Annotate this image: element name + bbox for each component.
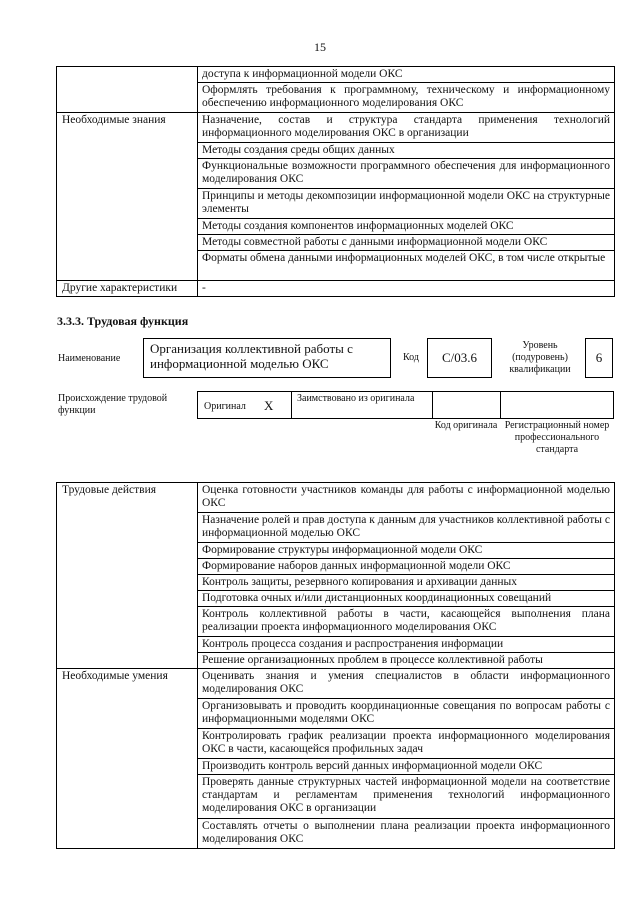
level-box: 6 [585, 338, 613, 378]
table-cell: Оценивать знания и умения специалистов в области информационного моделирования ОКС [198, 669, 615, 699]
table-row [57, 281, 615, 297]
reg-number-caption: Регистрационный номер профессионального стандарта [504, 420, 610, 455]
origin-grid [197, 391, 614, 419]
table-row [57, 669, 615, 699]
table-cell: Оформлять требования к программному, техническому и информационному обеспечению информационного моделирования ОКС [198, 83, 615, 113]
row-label [57, 67, 198, 113]
table-cell: Контроль процесса создания и распространения информации [198, 637, 615, 653]
row-label: Другие характеристики [57, 281, 198, 297]
table-row [57, 67, 615, 83]
table-cell: доступа к информационной модели ОКС [198, 67, 615, 83]
original-mark: X [264, 398, 274, 413]
row-label: Трудовые действия [57, 483, 198, 669]
row-label: Необходимые умения [57, 669, 198, 849]
origin-label: Происхождение трудовой функции [58, 393, 168, 416]
table-cell: Методы создания среды общих данных [198, 143, 615, 159]
code-label: Код [403, 352, 419, 363]
table-cell: Назначение ролей и прав доступа к данным для участников коллективной работы с информационной моделью ОКС [198, 513, 615, 543]
table-cell: Контроль коллективной работы в части, касающейся выполнения плана реализации проекта информационного моделирования ОКС [198, 607, 615, 637]
table-cell: Функциональные возможности программного обеспечения для информационного моделирования ОКС [198, 159, 615, 189]
table-cell: Формирование структуры информационной модели ОКС [198, 543, 615, 559]
main-function-table [56, 482, 615, 849]
table-cell: Методы совместной работы с данными информационной модели ОКС [198, 235, 615, 251]
table-cell: Формирование наборов данных информационной модели ОКС [198, 559, 615, 575]
page-number: 15 [314, 40, 326, 54]
top-requirements-table [56, 66, 615, 297]
function-name-box: Организация коллективной работы с информационной моделью ОКС [143, 338, 391, 378]
name-label: Наименование [58, 353, 121, 364]
row-label: Необходимые знания [57, 113, 198, 281]
table-cell: - [198, 281, 615, 297]
table-cell: Методы создания компонентов информационных моделей ОКС [198, 219, 615, 235]
code-box: C/03.6 [427, 338, 492, 378]
table-cell: Контроль защиты, резервного копирования и архивации данных [198, 575, 615, 591]
code-original-caption: Код оригинала [434, 420, 498, 431]
table-cell: Организовывать и проводить координационные совещания по вопросам работы с информационными моделями ОКС [198, 699, 615, 729]
borrowed-label: Заимствовано из оригинала [297, 393, 415, 404]
table-row [57, 113, 615, 143]
table-cell: Составлять отчеты о выполнении плана реализации проекта информационного моделирования ОКС [198, 819, 615, 849]
table-cell: Подготовка очных и/или дистанционных координационных совещаний [198, 591, 615, 607]
table-cell: Решение организационных проблем в процессе коллективной работы [198, 653, 615, 669]
table-cell: Назначение, состав и структура стандарта применения технологий информационного моделирования ОКС в организации [198, 113, 615, 143]
section-title: 3.3.3. Трудовая функция [57, 314, 189, 328]
level-label: Уровень (подуровень) квалификации [509, 340, 571, 375]
table-cell: Проверять данные структурных частей информационной модели на соответствие стандартам и регламентам применения технологий информационного моделирования ОКС в организации [198, 775, 615, 819]
table-cell: Производить контроль версий данных информационной модели ОКС [198, 759, 615, 775]
original-label: Оригинал [204, 401, 246, 412]
table-cell: Контролировать график реализации проекта информационного моделирования ОКС в части, касающейся профильных задач [198, 729, 615, 759]
table-cell: Форматы обмена данными информационных моделей ОКС, в том числе открытые [198, 251, 615, 281]
table-cell: Принципы и методы декомпозиции информационной модели ОКС на структурные элементы [198, 189, 615, 219]
table-cell: Оценка готовности участников команды для работы с информационной моделью ОКС [198, 483, 615, 513]
table-row [57, 483, 615, 513]
